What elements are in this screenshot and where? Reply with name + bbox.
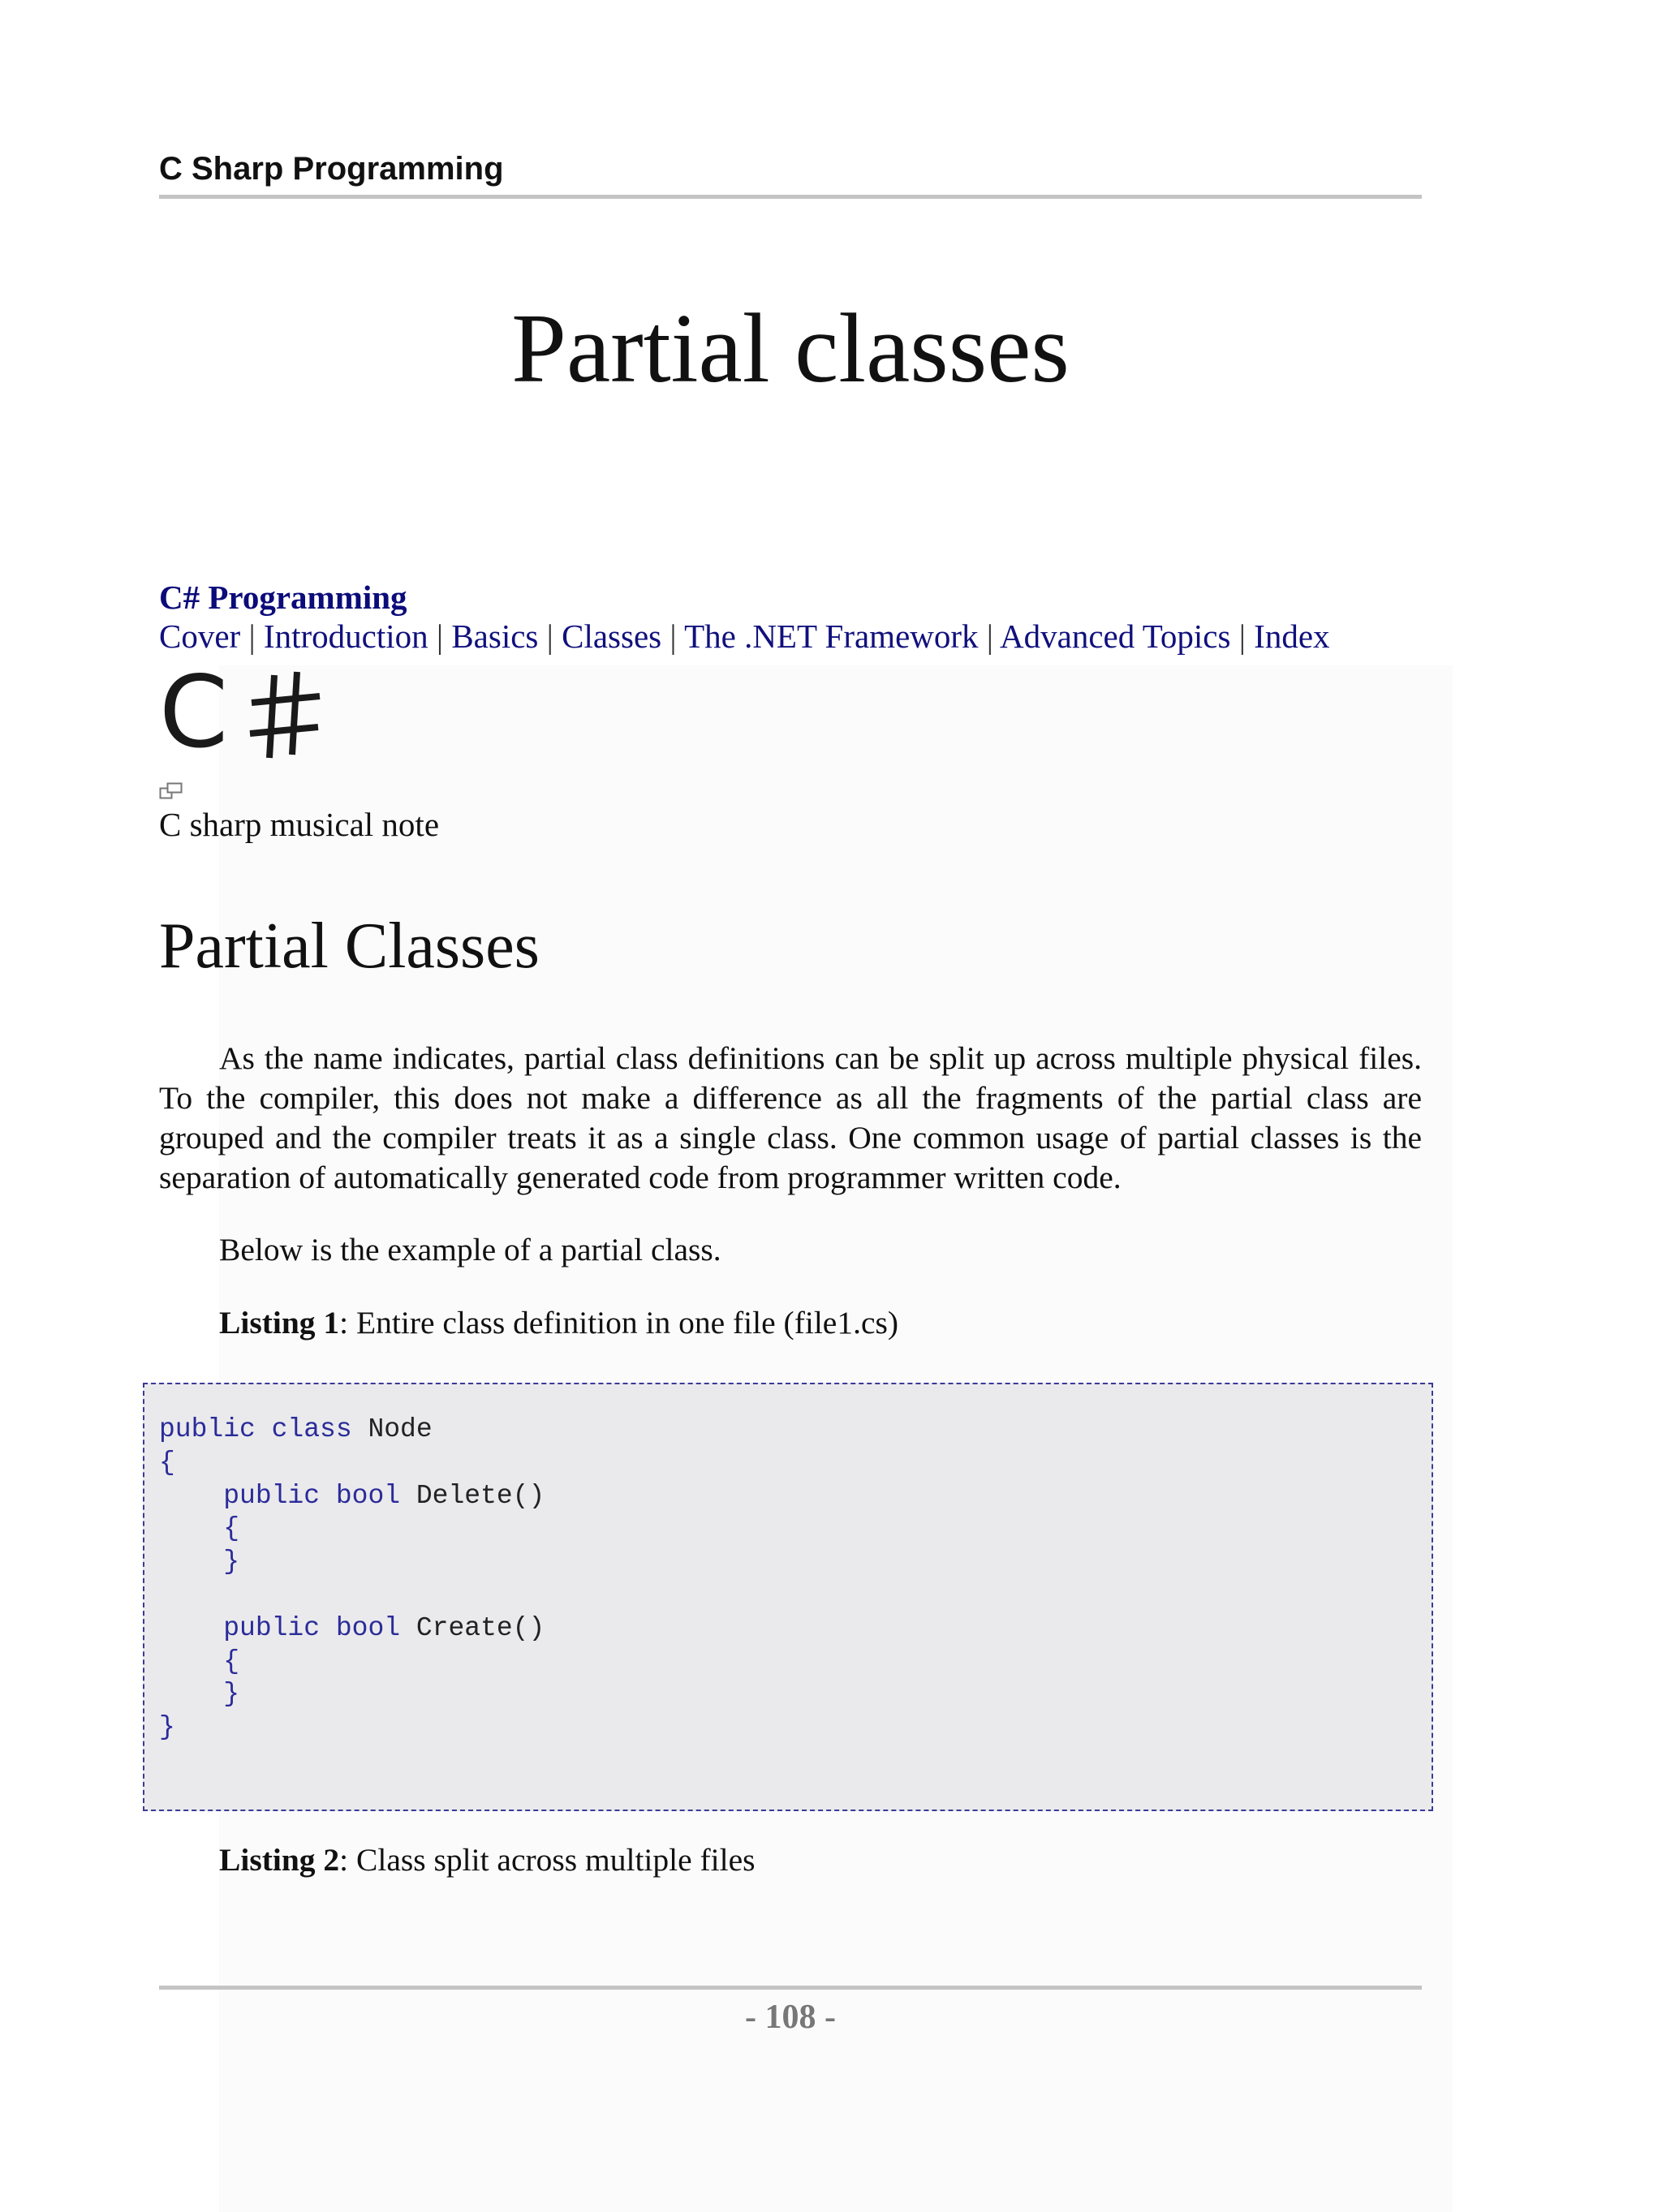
book-navigation [159,617,1330,656]
c-sharp-note-image[interactable] [156,664,334,761]
listing-2-caption [219,1840,756,1880]
code-keyword: public bool [223,1480,401,1511]
svg-text:C: C [159,664,229,761]
code-listing [159,1414,545,1745]
listing-2-label: Listing 2 [219,1842,340,1878]
code-keyword: } [159,1712,175,1743]
code-keyword: } [159,1679,240,1710]
page-number: - 108 - [745,1999,836,2036]
listing-1-label: Listing 1 [219,1305,340,1341]
code-keyword: { [159,1513,240,1544]
nav-separator: | [1238,618,1246,655]
code-line [159,1712,175,1742]
code-token [159,1481,223,1511]
code-line [159,1679,239,1709]
code-line [159,1481,545,1511]
header-rule [159,195,1422,199]
nav-separator: | [986,618,994,655]
section-heading: Partial Classes [159,910,540,982]
nav-link-index[interactable]: Index [1254,618,1330,655]
nav-link-classes[interactable]: Classes [562,618,662,655]
nav-link-cover[interactable]: Cover [159,618,241,655]
code-line [159,1646,239,1676]
code-token: Node [351,1414,433,1444]
figure-caption: C sharp musical note [159,806,440,843]
code-keyword: public class [159,1414,352,1444]
nav-link-dotnet-framework[interactable]: The .NET Framework [684,618,979,655]
running-header: C Sharp Programming [159,151,504,187]
intro-paragraph: As the name indicates, partial class definitions can be split up across multiple physical files. To the compiler, this does not make a difference as all the fragments of the partial class are grouped and the compiler treats it as a single class. One common usage of partial classes is the separation of automatically generated code from programmer written code. [159,1040,1422,1195]
code-line [159,1613,545,1643]
code-line [159,1547,239,1577]
code-block [143,1383,1433,1811]
nav-separator: | [546,618,553,655]
listing-1-description: : Entire class definition in one file (file1.cs) [339,1305,899,1341]
nav-separator: | [670,618,677,655]
book-title: C# Programming [159,579,407,616]
chapter-title: Partial classes [511,294,1070,403]
nav-link-introduction[interactable]: Introduction [263,618,428,655]
nav-separator: | [436,618,444,655]
nav-link-basics[interactable]: Basics [451,618,539,655]
nav-separator: | [248,618,256,655]
code-keyword: public bool [223,1612,401,1643]
code-keyword: { [159,1646,240,1676]
code-token [159,1613,223,1643]
enlarge-icon[interactable] [159,782,183,800]
code-keyword: { [159,1447,175,1478]
footer-rule [159,1986,1422,1990]
example-intro-text: Below is the example of a partial class. [219,1232,721,1267]
code-line [159,1513,239,1543]
listing-1-caption [219,1303,898,1343]
code-token: Delete() [400,1480,545,1511]
code-keyword: } [159,1547,240,1577]
listing-2-description: : Class split across multiple files [339,1842,756,1878]
nav-link-advanced-topics[interactable]: Advanced Topics [1000,618,1231,655]
code-line [159,1448,175,1478]
code-line [159,1414,433,1444]
code-token: Create() [400,1612,545,1643]
